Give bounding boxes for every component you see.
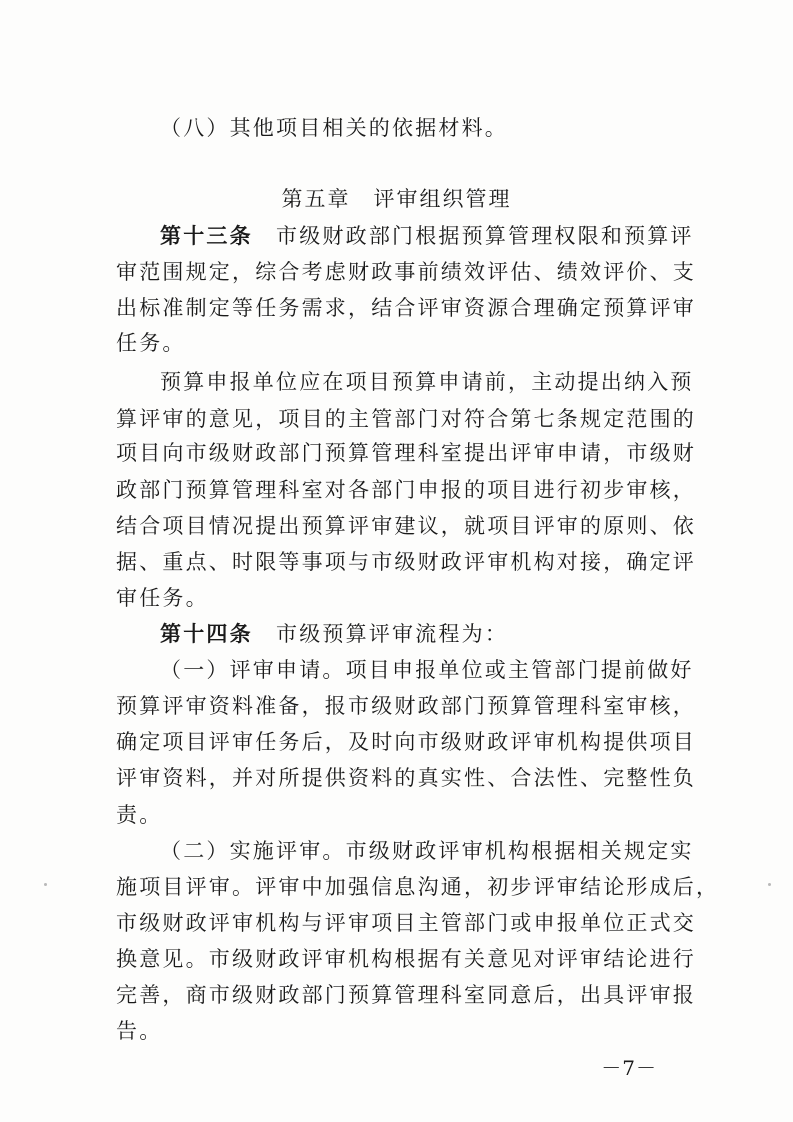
item1-line-2: 确定项目评审任务后，及时向市级财政评审机构提供项目 <box>116 730 696 754</box>
item1-line-3: 评审资料，并对所提供资料的真实性、合法性、完整性负 <box>116 766 696 790</box>
article14-text: 市级预算评审流程为： <box>276 622 509 646</box>
chapter-title: 第五章 评审组织管理 <box>281 187 512 211</box>
article13-line-1: 审范围规定，综合考虑财政事前绩效评估、绩效评价、支 <box>116 260 696 284</box>
item1-line-1: 预算评审资料准备，报市级财政部门预算管理科室审核， <box>116 694 696 718</box>
para2-line-6: 审任务。 <box>116 586 209 610</box>
item2-line-3: 换意见。市级财政评审机构根据有关意见对评审结论进行 <box>116 947 696 971</box>
article13-heading: 第十三条 <box>160 224 253 248</box>
para2-line-2: 项目向市级财政部门预算管理科室提出评审申请，市级财 <box>116 441 696 465</box>
article14-heading: 第十四条 <box>160 622 253 646</box>
item1-line-0: （一）评审申请。项目申报单位或主管部门提前做好 <box>160 658 694 682</box>
article13-line-3: 任务。 <box>116 331 186 355</box>
para2-line-5: 据、重点、时限等事项与市级财政评审机构对接，确定评 <box>116 550 696 574</box>
article14-line <box>160 622 508 646</box>
para2-line-3: 政部门预算管理科室对各部门申报的项目进行初步审核， <box>116 478 696 502</box>
item-eight-text: （八）其他项目相关的依据材料。 <box>160 116 508 140</box>
article13-line-0 <box>160 224 694 248</box>
para2-line-1: 算评审的意见，项目的主管部门对符合第七条规定范围的 <box>116 407 696 431</box>
item2-line-4: 完善，商市级财政部门预算管理科室同意后，出具评审报 <box>116 983 696 1007</box>
scan-speck <box>44 883 47 886</box>
scan-speck <box>768 883 771 886</box>
item2-line-2: 市级财政评审机构与评审项目主管部门或申报单位正式交 <box>116 911 696 935</box>
article13-text: 市级财政部门根据预算管理权限和预算评 <box>276 224 694 248</box>
para2-line-4: 结合项目情况提出预算评审建议，就项目评审的原则、依 <box>116 514 696 538</box>
item1-line-4: 责。 <box>116 803 163 827</box>
item2-line-5: 告。 <box>116 1019 163 1043</box>
item2-line-0: （二）实施评审。市级财政评审机构根据相关规定实 <box>160 839 694 863</box>
article13-line-2: 出标准制定等任务需求，结合评审资源合理确定预算评审 <box>116 296 696 320</box>
page-number: －7－ <box>601 1056 657 1080</box>
para2-line-0: 预算申报单位应在项目预算申请前，主动提出纳入预 <box>160 370 694 394</box>
item2-line-1: 施项目评审。评审中加强信息沟通，初步评审结论形成后， <box>116 875 720 899</box>
